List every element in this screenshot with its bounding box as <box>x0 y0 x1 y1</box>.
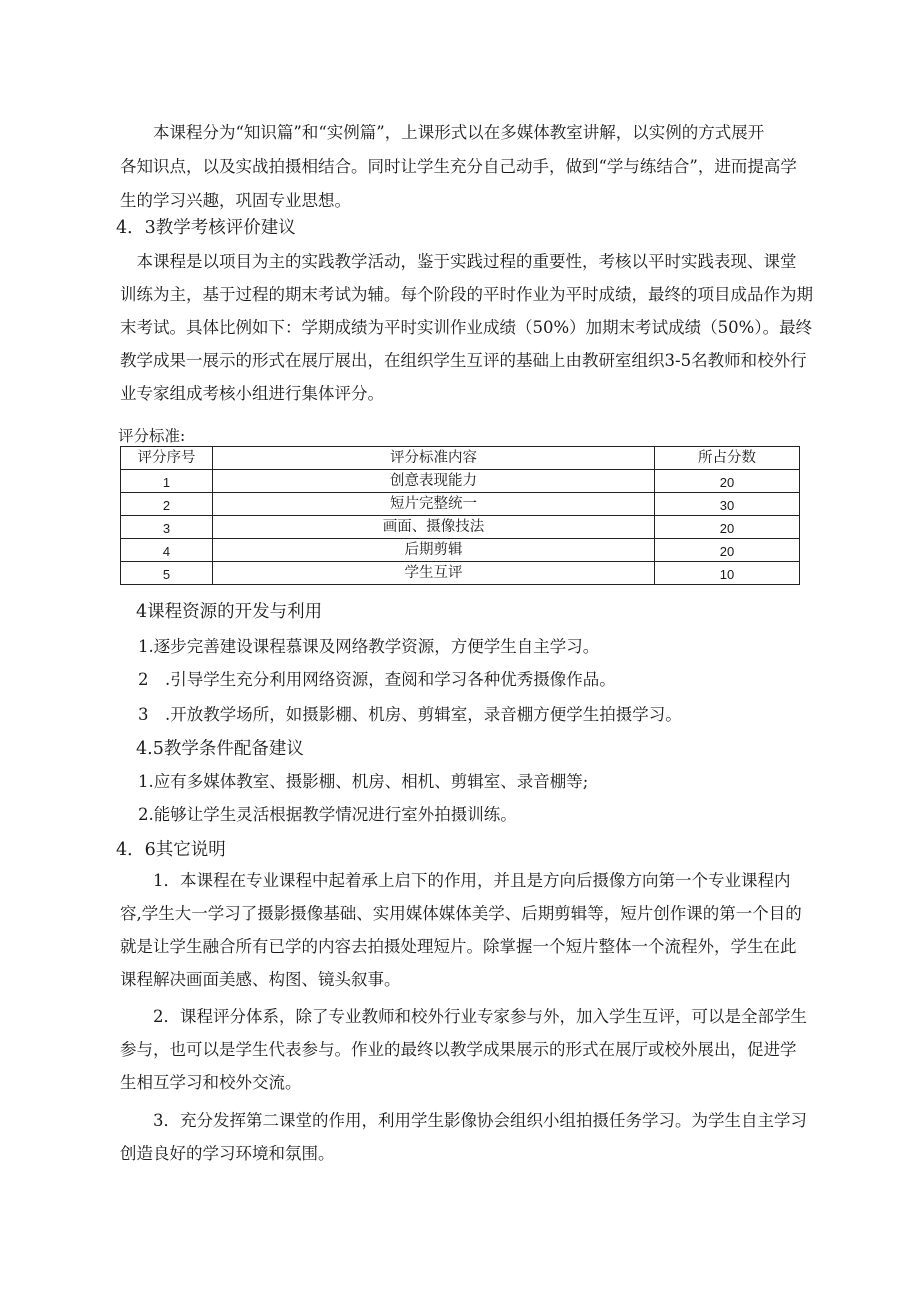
table-header-row <box>121 447 800 470</box>
row-score: 20 <box>655 470 800 493</box>
table-row <box>121 493 800 516</box>
note-paragraph-1 <box>120 864 810 996</box>
paragraph-line: 就是让学生融合所有已学的内容去拍摄处理短片。除掌握一个短片整体一个流程外，学生在此 <box>120 937 797 956</box>
paragraph-line: 末考试。具体比例如下：学期成绩为平时实训作业成绩（50%）加期末考试成绩（50%）。最终 <box>120 318 813 337</box>
list-item: 1.逐步完善建设课程慕课及网络教学资源，方便学生自主学习。 <box>138 637 600 656</box>
table-row <box>121 539 800 562</box>
row-number: 4 <box>121 539 213 562</box>
table-row <box>121 516 800 539</box>
table-caption: 评分标准: <box>118 427 186 445</box>
paragraph-line: 业专家组成考核小组进行集体评分。 <box>120 384 384 403</box>
table-row <box>121 470 800 493</box>
header-content: 评分标准内容 <box>213 447 655 470</box>
row-content: 画面、摄像技法 <box>213 516 655 539</box>
row-content: 创意表现能力 <box>213 470 655 493</box>
score-table <box>120 446 800 585</box>
row-number: 5 <box>121 562 213 585</box>
row-number: 1 <box>121 470 213 493</box>
list-item: 2 .引导学生充分利用网络资源，查阅和学习各种优秀摄像作品。 <box>138 670 616 689</box>
row-number: 2 <box>121 493 213 516</box>
header-score: 所占分数 <box>655 447 800 470</box>
section-4-3-heading: 4．3教学考核评价建议 <box>116 218 296 238</box>
section-4-5-heading: 4.5教学条件配备建议 <box>136 739 304 759</box>
note-paragraph-3 <box>120 1104 810 1170</box>
paragraph-line: 容,学生大一学习了摄影摄像基础、实用媒体媒体美学、后期剪辑等，短片创作课的第一个目的 <box>120 904 802 923</box>
row-content: 短片完整统一 <box>213 493 655 516</box>
row-content: 后期剪辑 <box>213 539 655 562</box>
intro-line: 生的学习兴趣，巩固专业思想。 <box>120 191 351 210</box>
table-row <box>121 562 800 585</box>
paragraph-line: 教学成果一展示的形式在展厅展出，在组织学生互评的基础上由教研室组织3-5名教师和校外行 <box>120 351 807 370</box>
paragraph-line: 创造良好的学习环境和氛围。 <box>120 1144 335 1163</box>
paragraph-line: 训练为主，基于过程的期末考试为辅。每个阶段的平时作业为平时成绩，最终的项目成品作为期 <box>120 285 813 304</box>
paragraph-line: 3．充分发挥第二课堂的作用，利用学生影像协会组织小组拍摄任务学习。为学生自主学习 <box>120 1111 807 1130</box>
section-4-heading: 4课程资源的开发与利用 <box>136 602 323 622</box>
header-number: 评分序号 <box>121 447 213 470</box>
paragraph-line: 2．课程评分体系，除了专业教师和校外行业专家参与外，加入学生互评，可以是全部学生 <box>120 1007 807 1026</box>
paragraph-line: 参与，也可以是学生代表参与。作业的最终以教学成果展示的形式在展厅或校外展出，促进学 <box>120 1040 797 1059</box>
note-paragraph-2 <box>120 1000 810 1099</box>
intro-paragraph <box>120 116 810 218</box>
list-item: 2.能够让学生灵活根据教学情况进行室外拍摄训练。 <box>138 805 517 824</box>
list-item: 1.应有多媒体教室、摄影棚、机房、相机、剪辑室、录音棚等; <box>138 772 589 791</box>
paragraph-line: 1．本课程在专业课程中起着承上启下的作用，并且是方向后摄像方向第一个专业课程内 <box>120 871 791 890</box>
paragraph-line: 本课程是以项目为主的实践教学活动，鉴于实践过程的重要性，考核以平时实践表现、课堂 <box>120 252 797 271</box>
row-score: 20 <box>655 539 800 562</box>
row-score: 20 <box>655 516 800 539</box>
row-score: 10 <box>655 562 800 585</box>
paragraph-line: 生相互学习和校外交流。 <box>120 1073 302 1092</box>
row-score: 30 <box>655 493 800 516</box>
row-number: 3 <box>121 516 213 539</box>
list-item: 3 .开放教学场所，如摄影棚、机房、剪辑室，录音棚方便学生拍摄学习。 <box>138 705 682 724</box>
section-4-3-paragraph <box>120 245 813 410</box>
paragraph-line: 课程解决画面美感、构图、镜头叙事。 <box>120 970 401 989</box>
intro-line: 各知识点，以及实战拍摄相结合。同时让学生充分自己动手，做到“学与练结合”，进而提高学 <box>120 157 797 176</box>
intro-line: 本课程分为“知识篇”和“实例篇”，上课形式以在多媒体教室讲解，以实例的方式展开 <box>120 123 765 142</box>
section-4-6-heading: 4．6其它说明 <box>116 840 226 860</box>
row-content: 学生互评 <box>213 562 655 585</box>
